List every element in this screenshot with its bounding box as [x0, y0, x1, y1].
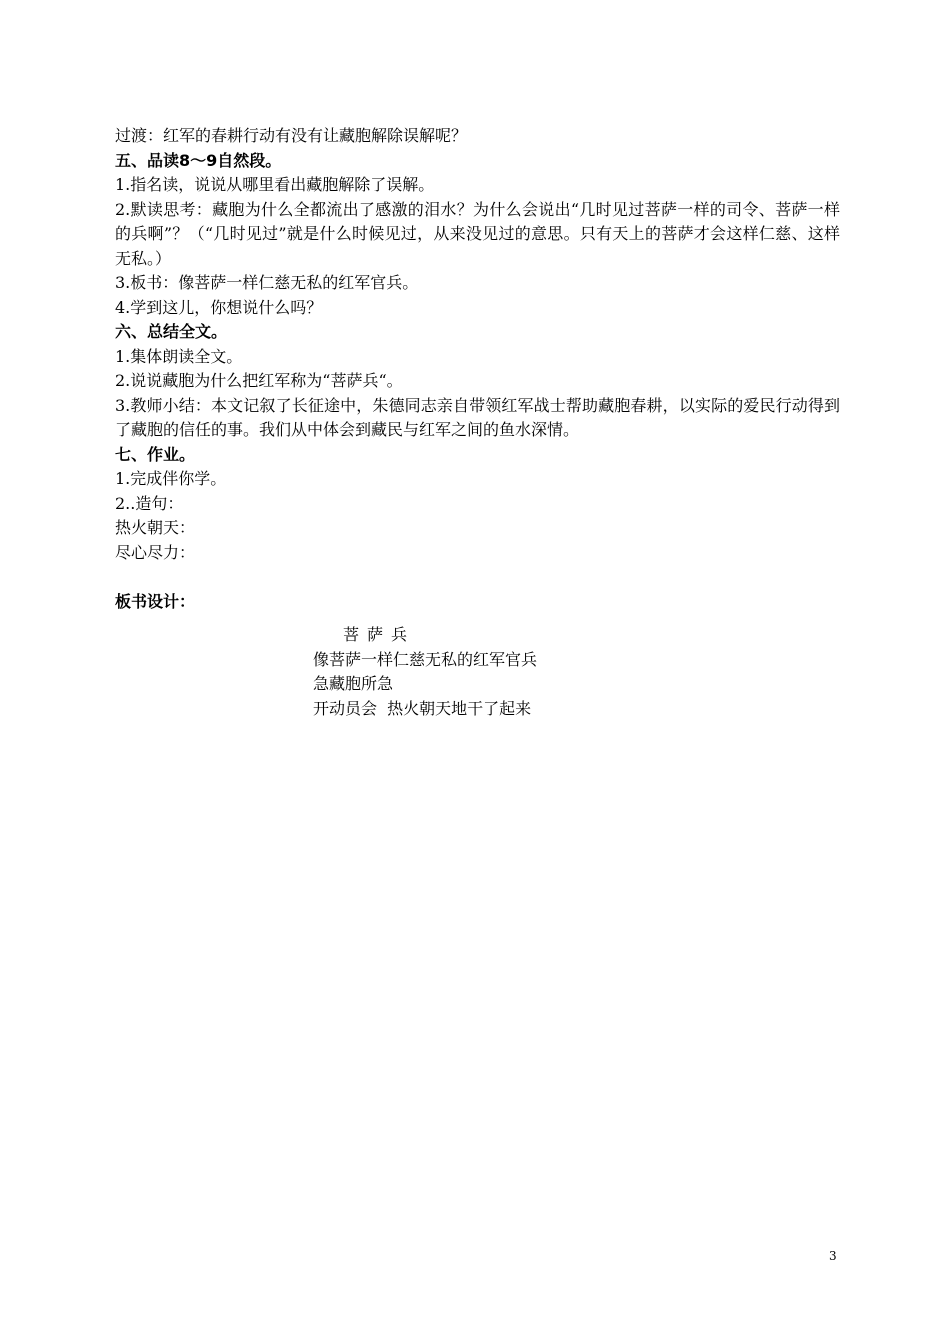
sentence-prompt-2: 尽心尽力： — [115, 542, 196, 562]
item-7-1: 1.完成伴你学。 — [115, 469, 227, 488]
section-heading-7: 七、作业。 — [115, 444, 196, 464]
item-7-2: 2..造句： — [115, 493, 184, 513]
section-heading-6: 六、总结全文。 — [115, 322, 228, 341]
board-design-heading: 板书设计： — [115, 591, 196, 611]
section-heading-5: 五、品读8～9自然段。 — [115, 150, 282, 170]
sentence-prompt-1: 热火朝天： — [115, 518, 196, 537]
item-5-1: 1.指名读，说说从哪里看出藏胞解除了误解。 — [115, 175, 435, 194]
item-6-3: 3.教师小结：本文记叙了长征途中，朱德同志亲自带领红军战士帮助藏胞春耕，以实际的爱民行动得到了藏胞的信任的事。我们从中体会到藏民与红军之间的鱼水深情。 — [115, 395, 840, 439]
board-item: 像菩萨一样仁慈无私的红军官兵 — [313, 649, 538, 669]
item-5-4: 4.学到这儿，你想说什么吗？ — [115, 297, 323, 317]
board-design — [313, 623, 713, 721]
document-body — [115, 124, 840, 614]
board-item: 急藏胞所急 — [313, 674, 394, 693]
item-6-2: 2.说说藏胞为什么把红军称为“菩萨兵“。 — [115, 371, 403, 390]
transition-line: 过渡：红军的春耕行动有没有让藏胞解除误解呢？ — [115, 126, 468, 145]
item-6-1: 1.集体朗读全文。 — [115, 346, 243, 366]
board-item: 开动员会 热火朝天地干了起来 — [313, 698, 532, 718]
blank-line — [115, 565, 840, 590]
board-title: 菩萨兵 — [343, 625, 416, 644]
item-5-2: 2.默读思考：藏胞为什么全都流出了感激的泪水？为什么会说出“几时见过菩萨一样的司令、菩萨一样的兵啊”？（“几时见过”就是什么时候见过，从来没见过的意思。只有天上的菩萨才会这样仁慈、这样无私。） — [115, 199, 840, 268]
page-number: 3 — [829, 1249, 837, 1263]
item-5-3: 3.板书：像菩萨一样仁慈无私的红军官兵。 — [115, 273, 419, 292]
